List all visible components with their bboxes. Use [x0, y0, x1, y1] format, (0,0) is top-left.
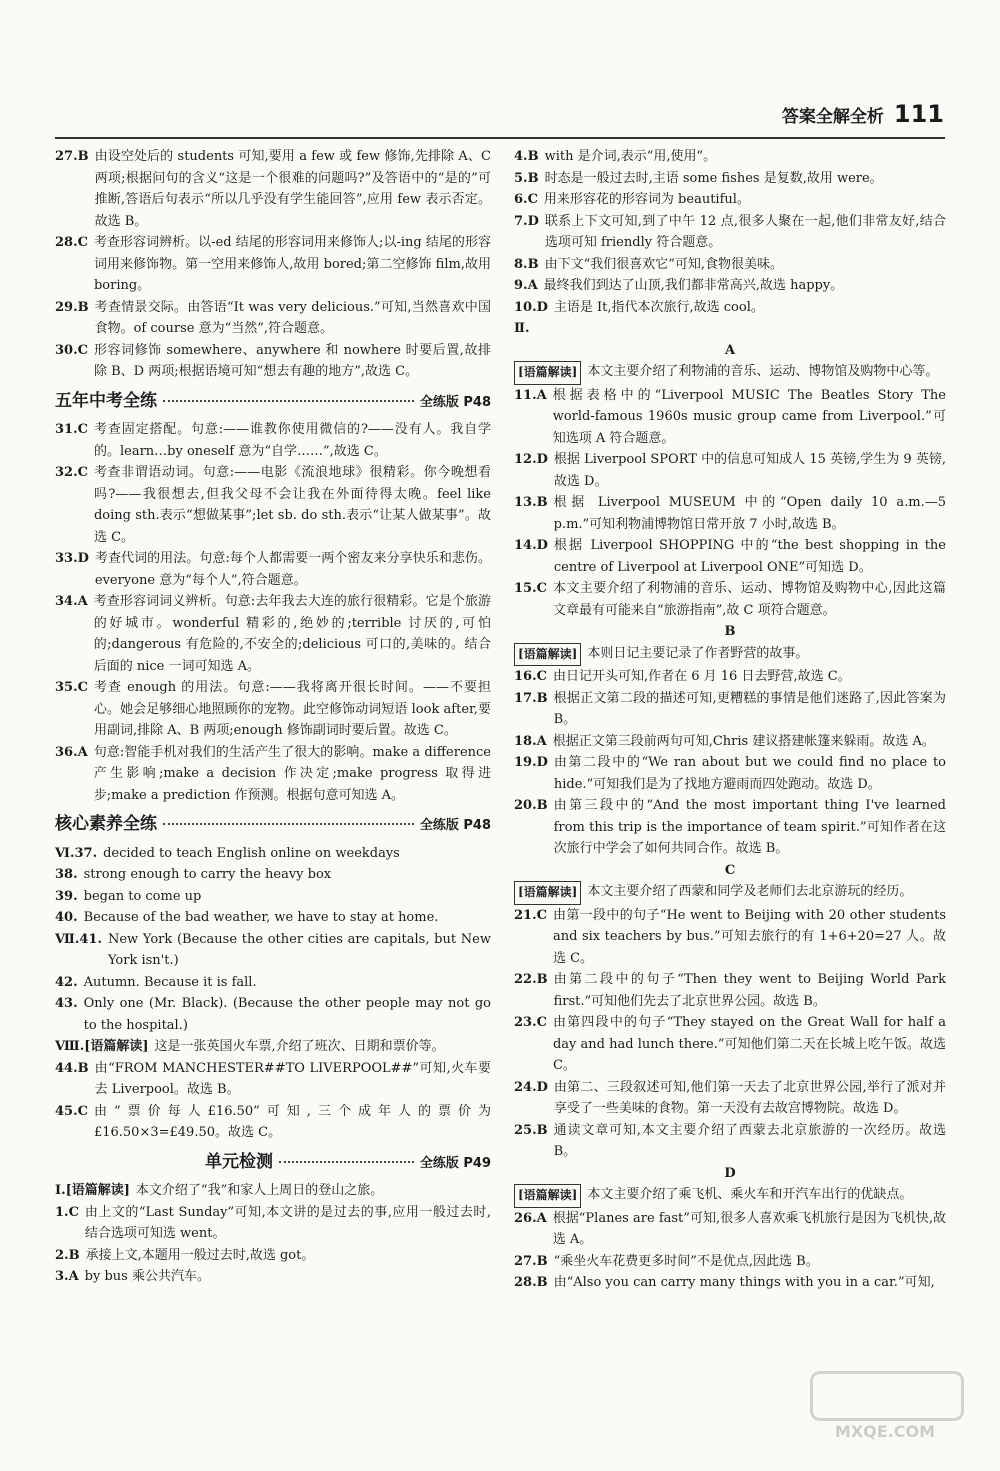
answer-item	[55, 462, 491, 548]
header-rule	[55, 137, 945, 139]
answer-text: 根据表格中的“Liverpool MUSIC The Beatles Story The world-famous 1960s music group came from Liverpool.”可知选项 A 符合题意。	[552, 387, 946, 446]
answer-text: with 是介词,表示“用,使用”。	[544, 149, 717, 164]
answer-text: 由第二、三段叙述可知,他们第一天去了北京世界公园,举行了派对并享受了一些美味的食物。第一天没有去故宫博物院。故选 D。	[553, 1079, 946, 1116]
answer-text: 考查非谓语动词。句意:——电影《流浪地球》很精彩。你今晚想看吗?——我很想去,但我父母不会让我在外面待得太晚。feel like doing sth.表示“想做某事”;let sb. do sth.表示“让某人做某事”。故选 C。	[93, 465, 491, 545]
answer-text: Only one (Mr. Black). (Because the other people may not go to the hospital.)	[83, 996, 491, 1033]
answer-item	[514, 297, 946, 319]
passage-intro-text: 本文主要介绍了利物浦的音乐、运动、博物馆及购物中心等。	[587, 364, 939, 379]
answer-number: 11.A	[514, 387, 547, 403]
answer-number: 20.B	[514, 798, 548, 813]
answer-item	[514, 795, 946, 860]
passage-intro-tag: [语篇解读]	[514, 1184, 581, 1208]
answer-number: 10.D	[514, 299, 548, 315]
answer-number: 23.C	[514, 1015, 547, 1030]
section-title: 核心素养全练	[55, 814, 157, 834]
answer-text: 承接上文,本题用一般过去时,故选 got。	[85, 1247, 315, 1263]
answer-number: 25.B	[514, 1122, 548, 1138]
answer-text: 通读文章可知,本文主要介绍了西蒙去北京旅游的一次经历。故选 B。	[553, 1122, 946, 1159]
answer-number: 28.B	[514, 1275, 548, 1290]
answer-text: 由设空处后的 students 可知,要用 a few 或 few 修饰,先排除 A、C 两项;根据问句的含义“这是一个很难的问题吗?”及答语中的“是的”可推断,答语后句表示“所以几乎没有学生能回答”,应用 few 表示否定。故选 B。	[94, 149, 491, 229]
answer-text: 考查形容词辨析。以-ed 结尾的形容词用来修饰人;以-ing 结尾的形容词用来修饰物。第一空用来修饰人,故用 bored;第二空修饰 film,故用 boring。	[93, 235, 491, 293]
answer-number: 33.D	[55, 551, 89, 566]
answer-text: 考查 enough 的用法。句意:——我将离开很长时间。——不要担心。她会足够细心地照顾你的宠物。此空修饰动词短语 look after,要用副词,排除 A、B 两项;enough 修饰副词时要后置。故选 C。	[93, 680, 491, 738]
passage-intro	[514, 881, 946, 905]
answer-item	[55, 548, 491, 591]
answer-item	[514, 1208, 946, 1251]
section-heading	[55, 814, 491, 837]
answer-number: 18.A	[514, 733, 547, 749]
answer-number: 6.C	[514, 192, 538, 207]
answer-item	[514, 492, 946, 535]
answer-item	[514, 1077, 946, 1120]
answer-item	[55, 972, 491, 994]
answer-number: 27.B	[514, 1253, 548, 1269]
answer-text: 用来形容花的形容词为 beautiful。	[543, 192, 750, 207]
answer-item	[55, 1202, 491, 1245]
answer-number: 31.C	[55, 422, 88, 437]
answer-number: 34.A	[55, 594, 88, 609]
answer-item	[514, 1272, 946, 1294]
passage-intro-text: 本则日记主要记录了作者野营的故事。	[587, 645, 809, 661]
answer-item	[55, 146, 491, 232]
answer-text: began to come up	[83, 888, 202, 904]
answer-number: 24.D	[514, 1079, 548, 1095]
page-number: 111	[893, 100, 944, 128]
answer-item	[514, 275, 946, 297]
answer-number: 7.D	[514, 213, 539, 229]
answer-text: 由第二段中的句子“Then they went to Beijing World Park first.”可知他们先去了北京世界公园。故选 B。	[553, 972, 946, 1009]
answer-number: 16.C	[514, 669, 547, 684]
answer-item	[55, 1245, 491, 1267]
passage-intro-text: 本文主要介绍了乘飞机、乘火车和开汽车出行的优缺点。	[587, 1187, 913, 1202]
answer-text: 最终我们到达了山顶,我们都非常高兴,故选 happy。	[543, 278, 844, 293]
answer-number: 27.B	[55, 149, 89, 164]
answer-number: 21.C	[514, 907, 547, 923]
answer-number: 15.C	[514, 581, 547, 596]
answer-number: 13.B	[514, 495, 548, 510]
answer-text: 这是一张英国火车票,介绍了班次、日期和票价等。	[154, 1039, 445, 1054]
passage-letter: A	[724, 342, 736, 358]
answer-text: 本文主要介绍了利物浦的音乐、运动、博物馆及购物中心,因此这篇文章最有可能来自“旅游指南”,故 C 项符合题意。	[552, 581, 946, 618]
answer-item	[514, 666, 946, 688]
answer-number: 19.D	[514, 755, 548, 770]
answer-text: 根据正文第二段的描述可知,更糟糕的事情是他们迷路了,因此答案为 B。	[553, 690, 946, 727]
answer-text: 根据 Liverpool SPORT 中的信息可知成人 15 英镑,学生为 9 英镑,故选 D。	[553, 452, 946, 489]
answer-item	[55, 993, 491, 1036]
answer-text: 根据 Liverpool MUSEUM 中的“Open daily 10 a.m.—5 p.m.”可知利物浦博物馆日常开放 7 小时,故选 B。	[553, 495, 946, 532]
answer-item	[514, 449, 946, 492]
answer-item	[55, 1101, 491, 1144]
passage-intro-tag: [语篇解读]	[514, 881, 581, 905]
section-heading	[55, 391, 491, 414]
page-header	[782, 100, 944, 128]
answer-text: 考查情景交际。由答语“It was very delicious.”可知,当然喜欢中国食物。of course 意为“当然”,符合题意。	[94, 299, 491, 336]
answer-number: Ⅶ.41.	[55, 931, 102, 947]
answer-number: 2.B	[55, 1247, 80, 1263]
answer-item	[55, 340, 491, 383]
answer-item	[514, 578, 946, 621]
answer-number: Ⅰ.[语篇解读]	[55, 1183, 130, 1198]
answer-text: 考查代词的用法。句意:每个人都需要一两个密友来分享快乐和悲伤。everyone 意为“每个人”,符合题意。	[94, 551, 491, 588]
answer-number: 26.A	[514, 1210, 547, 1226]
answer-item	[514, 189, 946, 211]
answer-number: 4.B	[514, 149, 539, 164]
answer-text: 由第二段中的“We ran about but we could find no place to hide.”可知我们是为了找地方避雨而四处跑动。故选 D。	[553, 755, 946, 792]
answer-number: 42.	[55, 974, 78, 990]
answer-item	[55, 742, 491, 807]
answer-text: 由第一段中的句子“He went to Beijing with 20 other students and six teachers by bus.”可知去旅行的有 1+6+20=27 人。故选 C。	[552, 907, 946, 966]
answer-number: Ⅵ.37.	[55, 845, 98, 861]
watermark-logo	[810, 1371, 960, 1441]
right-column	[514, 146, 946, 1294]
left-column	[55, 146, 491, 1288]
answer-number: 14.D	[514, 538, 548, 553]
answer-text: 由第四段中的句子“They stayed on the Great Wall for half a day and had lunch there.”可知他们第二天在长城上吃午饭。故选 C。	[552, 1015, 946, 1073]
answer-item	[55, 929, 491, 972]
answer-item	[514, 211, 946, 254]
answer-text: 根据“Planes are fast”可知,很多人喜欢乘飞机旅行是因为飞机快,故选 A。	[552, 1210, 946, 1247]
answer-item	[55, 1266, 491, 1288]
answer-item	[55, 677, 491, 742]
answer-item	[514, 752, 946, 795]
section-title: 单元检测	[205, 1151, 273, 1172]
passage-intro-tag: [语篇解读]	[514, 361, 581, 385]
answer-text: “乘坐火车花费更多时间”不是优点,因此选 B。	[553, 1253, 819, 1269]
answer-item	[514, 1251, 946, 1273]
passage-intro-text: 本文主要介绍了西蒙和同学及老师们去北京游玩的经历。	[587, 884, 913, 899]
answer-number: 1.C	[55, 1204, 79, 1220]
answer-number: 29.B	[55, 299, 89, 315]
answer-number: 43.	[55, 996, 78, 1011]
passage-intro	[514, 361, 946, 385]
answer-item	[514, 254, 946, 276]
answer-text: 考查形容词词义辨析。句意:去年我去大连的旅行很精彩。它是个旅游的好城市。wonderful 精彩的,绝妙的;terrible 讨厌的,可怕的;dangerous 有危险的,不安全的;delicious 可口的,美味的。结合后面的 nice 一词可知选 A。	[93, 594, 491, 674]
passage-letter: D	[724, 1165, 736, 1181]
watermark-box	[810, 1371, 964, 1421]
header-title: 答案全解全析	[781, 106, 884, 127]
answer-number: 38.	[55, 867, 78, 882]
section-ref: 全练版 P48	[419, 394, 491, 410]
section-title: 五年中考全练	[55, 390, 157, 411]
answer-number: 32.C	[55, 465, 88, 480]
answer-text: 由“FROM MANCHESTER##TO LIVERPOOL##”可知,火车要去 Liverpool。故选 B。	[94, 1060, 491, 1097]
answer-item	[514, 969, 946, 1012]
answer-text: strong enough to carry the heavy box	[83, 867, 332, 882]
answer-item	[55, 232, 491, 297]
answer-text: 联系上下文可知,到了中午 12 点,很多人聚在一起,他们非常友好,结合选项可知 friendly 符合题意。	[544, 213, 946, 250]
answer-number: 28.C	[55, 235, 88, 250]
answer-number: 39.	[55, 888, 78, 904]
passage-intro	[514, 643, 946, 667]
answer-number: 3.A	[55, 1269, 79, 1284]
answer-text: 形容词修饰 somewhere、anywhere 和 nowhere 时要后置,故排除 B、D 两项;根据语境可知“想去有趣的地方”,故选 C。	[93, 342, 491, 379]
answer-text: 由日记开头可知,作者在 6 月 16 日去野营,故选 C。	[552, 669, 851, 684]
answer-text: 由“Also you can carry many things with you in a car.”可知,	[553, 1275, 935, 1290]
part-label: Ⅱ.	[514, 321, 530, 336]
answer-item	[514, 1012, 946, 1077]
answer-text: Because of the bad weather, we have to stay at home.	[83, 910, 439, 925]
answer-item	[55, 1058, 491, 1101]
watermark-url: MXQE.COM	[834, 1422, 936, 1441]
answer-item	[514, 385, 946, 450]
answer-item	[514, 1120, 946, 1163]
section-ref: 全练版 P49	[419, 1155, 491, 1171]
answer-item	[55, 843, 491, 865]
answer-item	[55, 1180, 491, 1202]
answer-text: by bus 乘公共汽车。	[84, 1269, 210, 1284]
answer-item	[514, 146, 946, 168]
answer-text: 由下文“我们很喜欢它”可知,食物很美味。	[544, 256, 783, 272]
answer-number: 8.B	[514, 256, 539, 272]
answer-number: 5.B	[514, 170, 539, 186]
answer-item	[55, 864, 491, 886]
answer-number: 30.C	[55, 342, 88, 358]
answer-number: 45.C	[55, 1103, 88, 1119]
passage-letter: B	[724, 624, 736, 639]
passage-letter: C	[724, 862, 736, 878]
answer-text: 根据正文第三段前两句可知,Chris 建议搭建帐篷来躲雨。故选 A。	[552, 733, 935, 749]
answer-text: 由“票价每人£16.50”可知,三个成年人的票价为£16.50×3=£49.50。故选 C。	[93, 1103, 491, 1140]
answer-item	[514, 535, 946, 578]
answer-text: Autumn. Because it is fall.	[83, 974, 257, 990]
answer-text: decided to teach English online on weekdays	[103, 845, 400, 861]
answer-number: 22.B	[514, 972, 548, 987]
answer-text: 主语是 It,指代本次旅行,故选 cool。	[553, 299, 764, 315]
passage-intro	[514, 1184, 946, 1208]
answer-number: Ⅷ.[语篇解读]	[55, 1039, 149, 1054]
answer-text: 本文介绍了“我”和家人上周日的登山之旅。	[135, 1183, 384, 1198]
answer-item	[55, 591, 491, 677]
answer-number: 35.C	[55, 680, 88, 695]
answer-number: 12.D	[514, 452, 548, 467]
answer-text: 时态是一般过去时,主语 some fishes 是复数,故用 were。	[544, 170, 883, 186]
passage-intro-tag: [语篇解读]	[514, 643, 581, 667]
answer-item	[514, 905, 946, 970]
leader-dots	[163, 400, 414, 402]
section-ref: 全练版 P48	[419, 818, 491, 833]
answer-number: 17.B	[514, 690, 548, 706]
answer-item	[514, 168, 946, 190]
answer-text: 由第三段中的“And the most important thing I've learned from this trip is the importance of team spirit.”可知作者在这次旅行中学会了如何共同合作。故选 B。	[553, 798, 946, 856]
answer-text: 根据 Liverpool SHOPPING 中的“the best shopping in the centre of Liverpool at Liverpool ONE”可知选 D。	[553, 538, 946, 575]
answer-item	[55, 1036, 491, 1058]
answer-text: 句意:智能手机对我们的生活产生了很大的影响。make a difference 产生影响;make a decision 作决定;make progress 取得进步;make a prediction 作预测。根据句意可知选 A。	[93, 744, 491, 803]
answer-item	[514, 688, 946, 731]
leader-dots	[163, 823, 414, 825]
answer-number: 40.	[55, 910, 78, 925]
answer-text: 由上文的“Last Sunday”可知,本文讲的是过去的事,应用一般过去时,结合选项可知选 went。	[84, 1204, 491, 1241]
section-heading	[55, 1152, 491, 1175]
answer-item	[55, 886, 491, 908]
answer-item	[55, 907, 491, 929]
answer-item	[514, 731, 946, 753]
answer-text: 考查固定搭配。句意:——谁教你使用微信的?——没有人。我自学的。learn…by oneself 意为“自学……”,故选 C。	[93, 422, 491, 459]
answer-number: 44.B	[55, 1060, 89, 1076]
answer-item	[55, 297, 491, 340]
leader-dots	[279, 1161, 414, 1163]
answer-number: 36.A	[55, 744, 88, 760]
answer-item	[55, 419, 491, 462]
answer-number: 9.A	[514, 278, 538, 293]
answer-text: New York (Because the other cities are capitals, but New York isn't.)	[107, 931, 491, 968]
